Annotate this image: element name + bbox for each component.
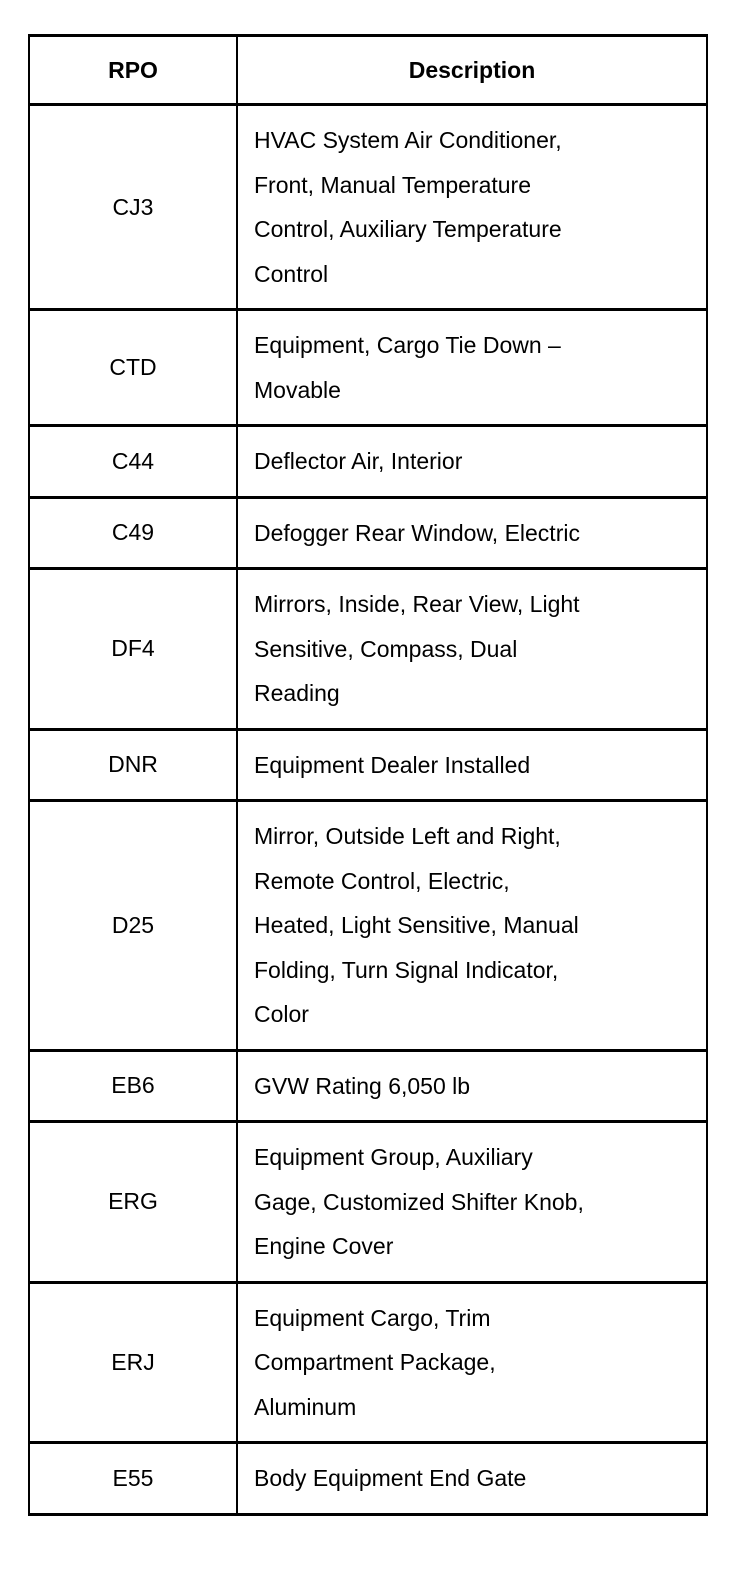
description-line: Body Equipment End Gate	[254, 1465, 527, 1491]
description-line: Color	[254, 1001, 309, 1027]
table-row	[29, 569, 707, 730]
description-line: Defogger Rear Window, Electric	[254, 519, 580, 546]
table-row	[29, 801, 707, 1051]
rpo-code-cell: DNR	[29, 729, 237, 801]
description-cell	[237, 497, 707, 569]
description-line: Remote Control, Electric,	[254, 867, 510, 894]
description-line: Movable	[254, 376, 341, 403]
rpo-code-cell: DF4	[29, 569, 237, 730]
description-line: Engine Cover	[254, 1233, 394, 1259]
table-header-row	[29, 36, 707, 105]
description-cell	[237, 569, 707, 730]
description-line: Control, Auxiliary Temperature	[254, 216, 562, 242]
description-line: HVAC System Air Conditioner,	[254, 127, 562, 153]
description-cell	[237, 1443, 707, 1515]
rpo-code-cell: D25	[29, 801, 237, 1051]
description-line: Equipment Cargo, Trim	[254, 1304, 491, 1331]
description-cell	[237, 310, 707, 426]
description-line: Folding, Turn Signal Indicator,	[254, 956, 559, 983]
description-line: Front, Manual Temperature	[254, 171, 531, 198]
description-line: Heated, Light Sensitive, Manual	[254, 912, 579, 938]
description-line: Equipment, Cargo Tie Down –	[254, 332, 561, 358]
description-cell	[237, 729, 707, 801]
description-column-header: Description	[237, 36, 707, 105]
description-line: Sensitive, Compass, Dual	[254, 635, 518, 662]
table-row	[29, 310, 707, 426]
table-row	[29, 1282, 707, 1443]
description-line: Equipment Dealer Installed	[254, 751, 531, 778]
description-cell	[237, 105, 707, 310]
table-body	[29, 105, 707, 1515]
description-cell	[237, 1122, 707, 1283]
rpo-column-header: RPO	[29, 36, 237, 105]
description-line: Gage, Customized Shifter Knob,	[254, 1188, 584, 1215]
table-row	[29, 729, 707, 801]
table-row	[29, 426, 707, 498]
description-cell	[237, 1282, 707, 1443]
rpo-table	[28, 34, 708, 1516]
table-row	[29, 1443, 707, 1515]
description-line: Deflector Air, Interior	[254, 448, 463, 474]
description-line: Equipment Group, Auxiliary	[254, 1144, 533, 1170]
rpo-code-cell: ERG	[29, 1122, 237, 1283]
description-line: Mirrors, Inside, Rear View, Light	[254, 591, 580, 617]
table-row	[29, 497, 707, 569]
description-line: Control	[254, 260, 329, 287]
description-line: Compartment Package,	[254, 1349, 496, 1375]
description-line: Aluminum	[254, 1393, 357, 1420]
table-row	[29, 1122, 707, 1283]
rpo-code-cell: C49	[29, 497, 237, 569]
table-row	[29, 1050, 707, 1122]
description-line: Mirror, Outside Left and Right,	[254, 823, 561, 849]
description-line: GVW Rating 6,050 lb	[254, 1072, 471, 1099]
description-cell	[237, 1050, 707, 1122]
rpo-code-cell: E55	[29, 1443, 237, 1515]
description-line: Reading	[254, 680, 340, 706]
rpo-code-cell: EB6	[29, 1050, 237, 1122]
rpo-code-cell: CTD	[29, 310, 237, 426]
description-cell	[237, 426, 707, 498]
rpo-code-cell: ERJ	[29, 1282, 237, 1443]
rpo-code-cell: C44	[29, 426, 237, 498]
description-cell	[237, 801, 707, 1051]
table-row	[29, 105, 707, 310]
rpo-code-cell: CJ3	[29, 105, 237, 310]
